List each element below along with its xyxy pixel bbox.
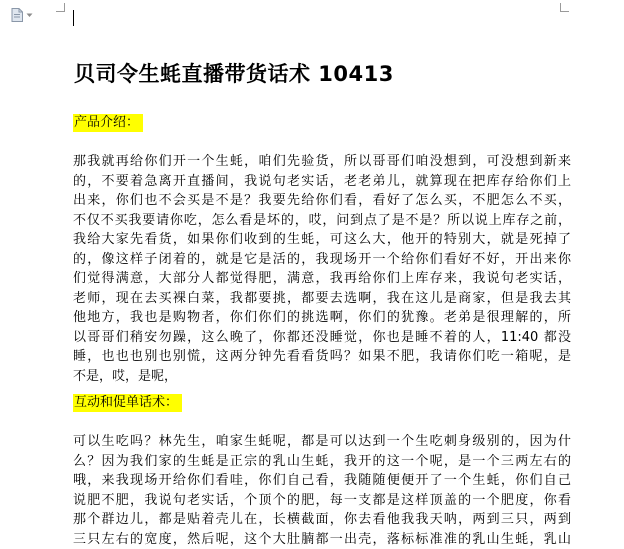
document-title: 贝司令生蚝直播带货话术 10413 (74, 58, 394, 88)
text-line: 睡，也也也别也别慌，这两分钟先看看货吗？如果不肥，我请你们吃一箱呢，是 (73, 347, 571, 367)
section-body-interaction (73, 432, 571, 549)
section-label-product-intro: 产品介绍： (73, 114, 143, 132)
text-line: 的，像这样子闭着的，就是它是活的，我现场开一个给你们看好不好，开出来你 (73, 250, 571, 270)
text-line: 不仅不买我要请你吃，怎么看是坏的，哎，问到点了是不是？所以说上库存之前， (73, 211, 571, 231)
text-line: 可以生吃吗？林先生，咱家生蚝呢，都是可以达到一个生吃刺身级别的，因为什 (73, 432, 571, 452)
text-cursor (73, 10, 74, 26)
margin-corner-top-right (560, 3, 569, 12)
paste-options[interactable] (11, 8, 33, 22)
text-line: 哦，来我现场开给你们看哇，你们自己看，我随随便便开了一个生蚝，你们自己 (73, 471, 571, 491)
text-line: 那个群边儿，都是贴着壳儿在，长横截面，你去看他我我天呐，两到三只，两到 (73, 510, 571, 530)
chevron-down-icon[interactable] (26, 13, 33, 18)
section-label-interaction: 互动和促单话术： (73, 394, 182, 412)
text-line: 说肥不肥，我说句老实话，个顶个的肥，每一支都是这样顶盖的一个肥度，你看 (73, 491, 571, 511)
text-line: 出来，你们也不会买是不是？我要先给你们看，看好了怎么买，不肥怎么不买， (73, 191, 571, 211)
text-line: 那我就再给你们开一个生蚝，咱们先验货，所以哥哥们咱没想到，可没想到新来 (73, 152, 571, 172)
text-line: 们觉得满意，大部分人都觉得肥，满意，我再给你们上库存来，我说句老实话， (73, 269, 571, 289)
text-line: 三只左右的宽度，然后呢，这个大肚腩都一出壳，落标标准准的乳山生蚝，乳山 (73, 530, 571, 549)
text-line: 老师，现在去买裸白菜，我都要挑，都要去选啊，我在这儿是商家，但是我去其 (73, 289, 571, 309)
section-body-product-intro (73, 152, 571, 386)
text-line: 以哥哥们稍安勿躁，这么晚了，你都还没睡觉，你也是睡不着的人，11:40 都没 (73, 328, 571, 348)
text-line: 的，不要着急离开直播间，我说句老实话，老老弟儿，就算现在把库存给你们上 (73, 172, 571, 192)
document-icon[interactable] (11, 8, 23, 22)
text-line: 么？因为我们家的生蚝是正宗的乳山生蚝，我开的这一个呢，是一个三两左右的 (73, 452, 571, 472)
margin-corner-top-left (56, 3, 65, 12)
text-line: 我给大家先看货，如果你们收到的生蚝，可这么大，他开的特别大，就是死掉了 (73, 230, 571, 250)
text-line: 不是，哎，是呢， (73, 367, 571, 387)
text-line: 他地方，我也是购物者，你们你们的挑选啊，你们的犹豫。老弟是很理解的，所 (73, 308, 571, 328)
